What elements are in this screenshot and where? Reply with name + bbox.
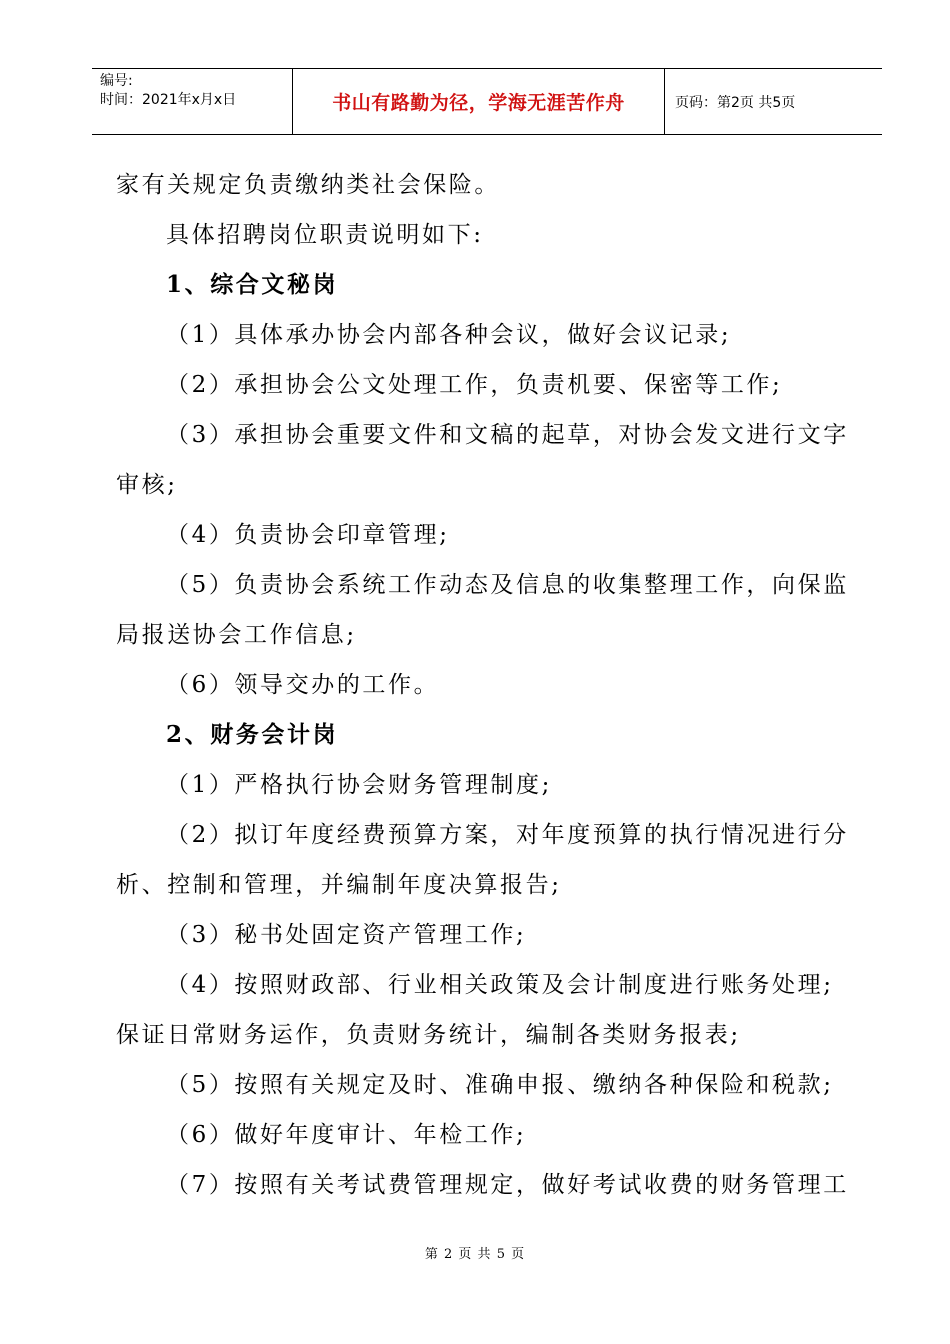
document-body [116, 160, 861, 1210]
header-meta [92, 69, 293, 134]
list-item: （6）做好年度审计、年检工作; [166, 1122, 527, 1148]
body-line: 具体招聘岗位职责说明如下: [166, 222, 484, 248]
list-item-continuation: 保证日常财务运作，负责财务统计，编制各类财务报表; [116, 1022, 741, 1048]
page-footer: 第 2 页 共 5 页 [424, 1247, 526, 1262]
list-item-continuation: 局报送协会工作信息; [116, 622, 357, 648]
header-page-label: 页码：第2页 共5页 [675, 94, 796, 111]
list-item-continuation: 审核; [116, 472, 178, 498]
header-motto: 书山有路勤为径，学海无涯苦作舟 [293, 69, 665, 134]
time-label: 时间：2021年x月x日 [100, 92, 237, 108]
list-item: （1）具体承办协会内部各种会议，做好会议记录; [166, 322, 732, 348]
page-header [92, 68, 882, 135]
number-label: 编号: [100, 73, 133, 89]
list-item: （2）拟订年度经费预算方案，对年度预算的执行情况进行分 [166, 822, 849, 848]
list-item: （3）秘书处固定资产管理工作; [166, 922, 527, 948]
section-heading: 2、财务会计岗 [166, 721, 339, 748]
list-item: （4）按照财政部、行业相关政策及会计制度进行账务处理; [166, 972, 834, 998]
list-item: （5）按照有关规定及时、准确申报、缴纳各种保险和税款; [166, 1072, 834, 1098]
list-item: （4）负责协会印章管理; [166, 522, 450, 548]
list-item-continuation: 析、控制和管理，并编制年度决算报告; [116, 872, 562, 898]
list-item: （1）严格执行协会财务管理制度; [166, 772, 552, 798]
section-heading: 1、综合文秘岗 [166, 271, 339, 298]
list-item: （7）按照有关考试费管理规定，做好考试收费的财务管理工 [166, 1172, 849, 1198]
list-item: （6）领导交办的工作。 [166, 672, 440, 698]
body-line: 家有关规定负责缴纳类社会保险。 [116, 172, 500, 198]
list-item: （2）承担协会公文处理工作，负责机要、保密等工作; [166, 372, 783, 398]
list-item: （5）负责协会系统工作动态及信息的收集整理工作，向保监 [166, 572, 849, 598]
list-item: （3）承担协会重要文件和文稿的起草，对协会发文进行文字 [166, 422, 849, 448]
